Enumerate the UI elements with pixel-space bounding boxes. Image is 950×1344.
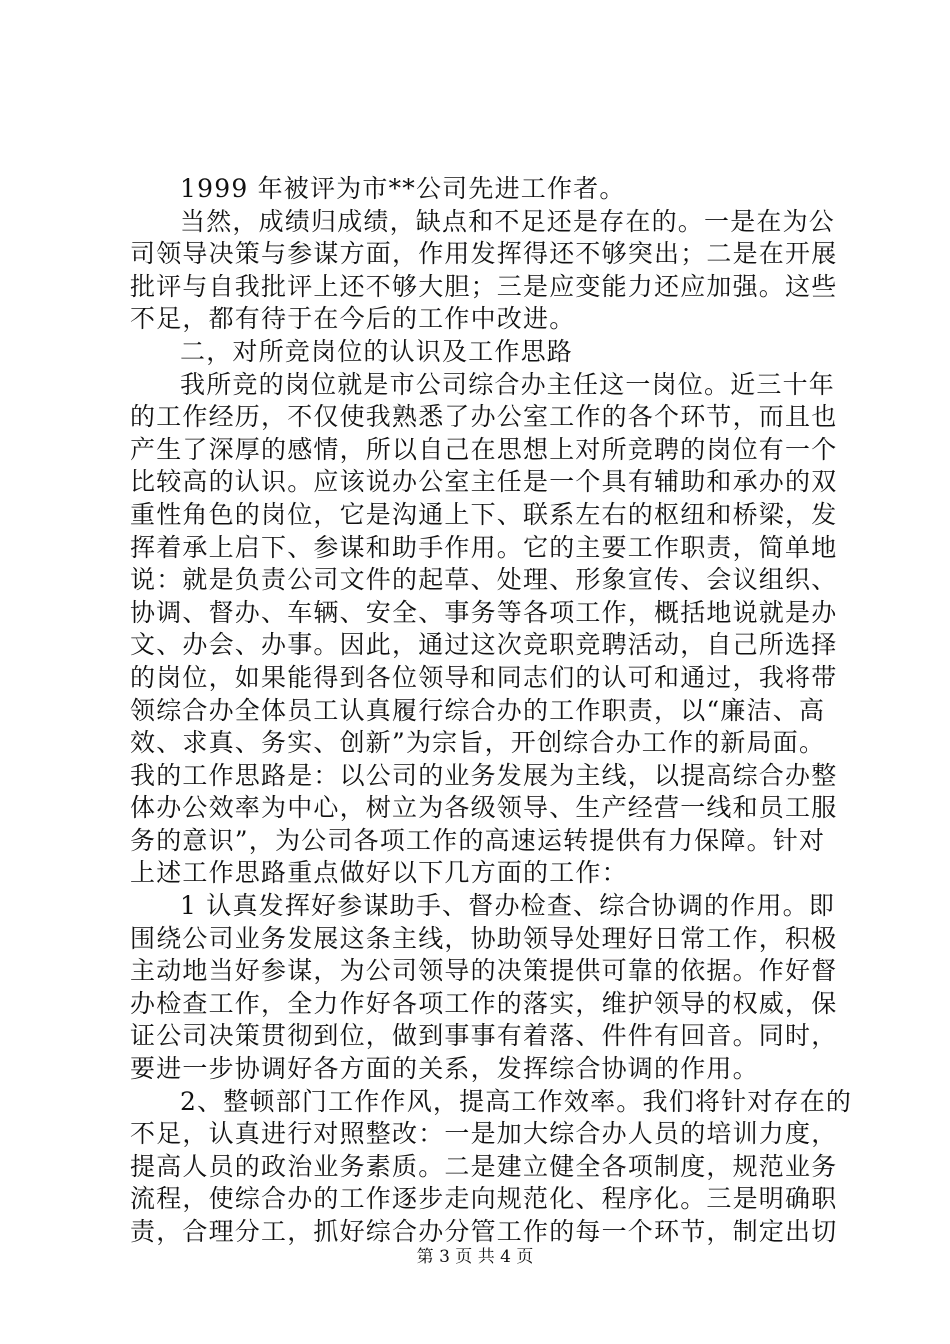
text-line: 1999 年被评为市**公司先进工作者。 — [180, 174, 626, 203]
text-line: 我的工作思路是：以公司的业务发展为主线，以提高综合办整 — [130, 760, 838, 790]
text-line: 要进一步协调好各方面的关系，发挥综合协调的作用。 — [130, 1054, 759, 1084]
text-line: 效、求真、务实、创新”为宗旨，开创综合办工作的新局面。 — [130, 728, 826, 758]
text-line: 文、办会、办事。因此，通过这次竞职竞聘活动，自己所选择 — [130, 630, 838, 660]
text-line: 二，对所竞岗位的认识及工作思路 — [180, 336, 574, 366]
text-line: 2、整顿部门工作作风，提高工作效率。我们将针对存在的 — [180, 1086, 853, 1116]
text-line: 领综合办全体员工认真履行综合办的工作职责，以“廉洁、高 — [130, 695, 826, 725]
text-line: 证公司决策贯彻到位，做到事事有着落、件件有回音。同时， — [130, 1021, 838, 1051]
text-line: 上述工作思路重点做好以下几方面的工作： — [130, 858, 628, 888]
text-line: 我所竞的岗位就是市公司综合办主任这一岗位。近三十年 — [180, 369, 836, 399]
text-line: 不足，都有待于在今后的工作中改进。 — [130, 304, 576, 334]
text-line: 比较高的认识。应该说办公室主任是一个具有辅助和承办的双 — [130, 467, 838, 497]
text-line: 1 认真发挥好参谋助手、督办检查、综合协调的作用。即 — [180, 891, 836, 921]
text-line: 的工作经历，不仅使我熟悉了办公室工作的各个环节，而且也 — [130, 402, 838, 432]
text-line: 批评与自我批评上还不够大胆；三是应变能力还应加强。这些 — [130, 271, 838, 301]
page-footer: 第 3 页 共 4 页 — [416, 1247, 534, 1267]
text-line: 不足，认真进行对照整改：一是加大综合办人员的培训力度， — [130, 1119, 838, 1149]
text-line: 产生了深厚的感情，所以自己在思想上对所竞聘的岗位有一个 — [130, 434, 838, 464]
text-line: 务的意识”，为公司各项工作的高速运转提供有力保障。针对 — [130, 825, 826, 855]
text-line: 主动地当好参谋，为公司领导的决策提供可靠的依据。作好督 — [130, 956, 838, 986]
text-line: 提高人员的政治业务素质。二是建立健全各项制度，规范业务 — [130, 1151, 838, 1181]
text-line: 围绕公司业务发展这条主线，协助领导处理好日常工作，积极 — [130, 923, 838, 953]
document-body — [130, 173, 853, 1249]
text-line: 重性角色的岗位，它是沟通上下、联系左右的枢纽和桥梁，发 — [130, 499, 838, 529]
text-line: 当然，成绩归成绩，缺点和不足还是存在的。一是在为公 — [180, 206, 836, 236]
text-line: 体办公效率为中心，树立为各级领导、生产经营一线和员工服 — [130, 793, 838, 823]
text-line: 说：就是负责公司文件的起草、处理、形象宣传、会议组织、 — [130, 565, 838, 595]
text-line: 办检查工作，全力作好各项工作的落实，维护领导的权威，保 — [130, 988, 838, 1018]
text-line: 的岗位，如果能得到各位领导和同志们的认可和通过，我将带 — [130, 662, 838, 692]
text-line: 挥着承上启下、参谋和助手作用。它的主要工作职责，简单地 — [130, 532, 838, 562]
text-line: 协调、督办、车辆、安全、事务等各项工作，概括地说就是办 — [130, 597, 838, 627]
text-line: 责，合理分工，抓好综合办分管工作的每一个环节，制定出切 — [130, 1217, 838, 1246]
text-line: 流程，使综合办的工作逐步走向规范化、程序化。三是明确职 — [130, 1184, 838, 1214]
text-line: 司领导决策与参谋方面，作用发挥得还不够突出；二是在开展 — [130, 239, 838, 269]
